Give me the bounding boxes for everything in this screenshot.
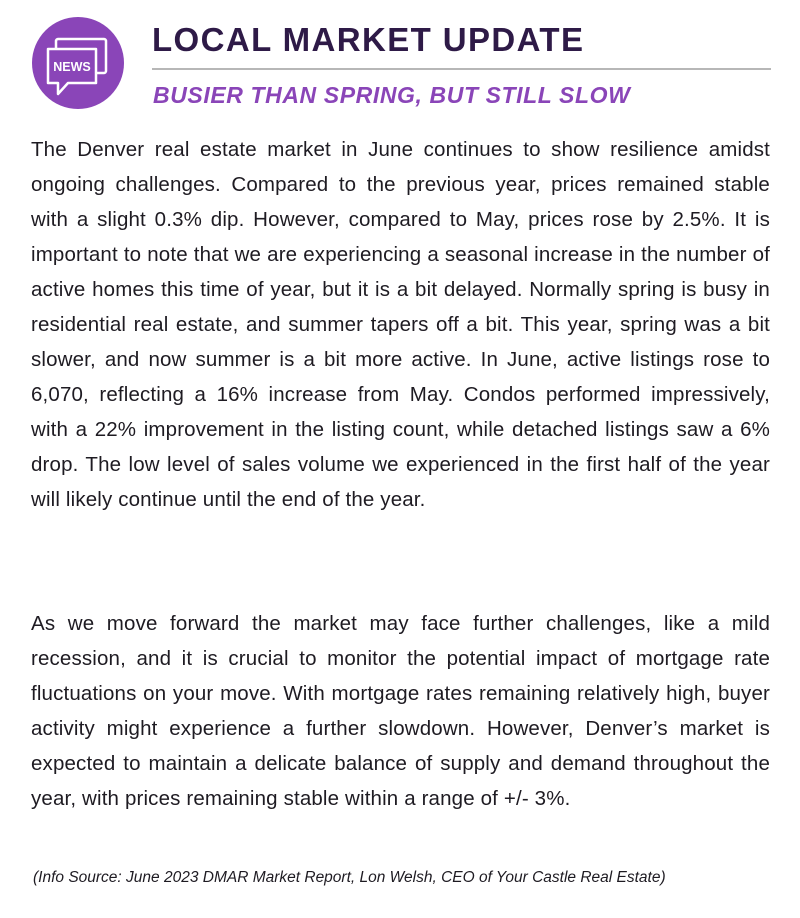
body-paragraph-2: As we move forward the market may face further challenges, like a mild recession, and it is crucial to monitor the potential impact of mortgage rate fluctuations on your move. With mortgage rates remaining relatively high, buyer activity might experience a further slowdown. However, Denver’s market is expected to maintain a delicate balance of supply and demand throughout the year, with prices remaining stable within a range of +/- 3%. — [31, 612, 770, 810]
source-citation: (Info Source: June 2023 DMAR Market Report, Lon Welsh, CEO of Your Castle Real Estate) — [33, 869, 666, 886]
body-paragraph-1: The Denver real estate market in June continues to show resilience amidst ongoing challenges. Compared to the previous year, prices remained stable with a slight 0.3% dip. However, compared to May, prices rose by 2.5%. It is important to note that we are experiencing a seasonal increase in the number of active homes this time of year, but it is a bit delayed. Normally spring is busy in residential real estate, and summer tapers off a bit. This year, spring was a bit slower, and now summer is a bit more active. In June, active listings rose to 6,070, reflecting a 16% increase from May. Condos performed impressively, with a 22% improvement in the listing count, while detached listings saw a 6% drop. The low level of sales volume we experienced in the first half of the year will likely continue until the end of the year. — [31, 138, 770, 511]
page-subtitle: BUSIER THAN SPRING, BUT STILL SLOW — [153, 82, 631, 108]
news-badge-label: NEWS — [53, 60, 91, 74]
news-bubble-icon — [32, 17, 124, 109]
news-badge — [32, 17, 124, 109]
title-divider — [152, 68, 771, 70]
page-title: LOCAL MARKET UPDATE — [152, 21, 585, 58]
